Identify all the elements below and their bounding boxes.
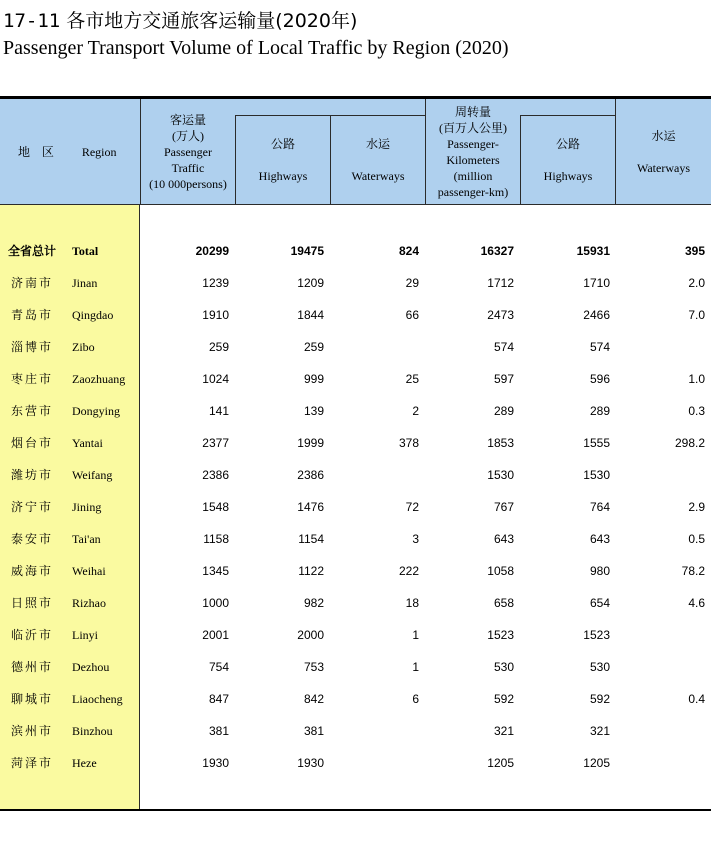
- table-title-cn: [3, 6, 357, 33]
- cell-highways: 842: [303, 692, 324, 706]
- cell-passenger-km: 574: [493, 340, 514, 354]
- region-name-en: Heze: [72, 756, 97, 770]
- cell-waterways: 824: [398, 244, 419, 258]
- region-name-cn: 菏泽市: [11, 756, 54, 770]
- cell-passenger-km: 1530: [487, 468, 514, 482]
- cell-passenger-km: 658: [493, 596, 514, 610]
- header-waterways2-cn: 水运: [651, 128, 676, 143]
- cell-passenger-km: 1205: [487, 756, 514, 770]
- header-waterways: [330, 116, 425, 204]
- cell-highways: 19475: [290, 244, 324, 258]
- table-number: 17-11: [3, 10, 61, 32]
- region-name-en: Qingdao: [72, 308, 114, 322]
- cell-pk-waterways: 0.5: [688, 532, 705, 546]
- cell-pk-waterways: 0.3: [688, 404, 705, 418]
- region-name-cn: 泰安市: [11, 532, 54, 546]
- header-region: [0, 99, 140, 204]
- cell-waterways: 222: [398, 564, 419, 578]
- table-row: [0, 619, 711, 651]
- cell-passenger-traffic: 20299: [195, 244, 229, 258]
- region-name-en: Zaozhuang: [72, 372, 126, 386]
- region-name-cn: 潍坊市: [11, 468, 54, 482]
- table-row: [0, 299, 711, 331]
- region-name-cn: 日照市: [11, 596, 54, 610]
- cell-passenger-km: 597: [493, 372, 514, 386]
- cell-pk-highways: 764: [589, 500, 610, 514]
- header-highways-cn: 公路: [270, 137, 295, 151]
- cell-highways: 1930: [297, 756, 324, 770]
- table-row: [0, 267, 711, 299]
- cell-passenger-traffic: 1548: [202, 500, 229, 514]
- cell-passenger-km: 530: [493, 660, 514, 674]
- cell-highways: 381: [303, 724, 324, 738]
- region-name-en: Weihai: [72, 564, 106, 578]
- cell-pk-highways: 321: [589, 724, 610, 738]
- header-passenger-traffic: [140, 99, 235, 204]
- region-name-cn: 威海市: [11, 564, 54, 578]
- cell-passenger-km: 16327: [480, 244, 514, 258]
- cell-passenger-traffic: 2001: [202, 628, 229, 642]
- cell-pk-highways: 980: [589, 564, 610, 578]
- region-name-cn: 东营市: [11, 404, 54, 418]
- cell-highways: 2386: [297, 468, 324, 482]
- region-name-cn: 德州市: [11, 660, 54, 674]
- cell-passenger-km: 2473: [487, 308, 514, 322]
- cell-highways: 1476: [297, 500, 324, 514]
- region-name-cn: 枣庄市: [11, 372, 54, 386]
- cell-highways: 982: [303, 596, 324, 610]
- cell-waterways: 72: [405, 500, 419, 514]
- cell-pk-highways: 1710: [583, 276, 610, 290]
- cell-pk-highways: 592: [589, 692, 610, 706]
- header-region-cn: 地 区: [18, 144, 58, 159]
- table-row: [0, 331, 711, 363]
- header-waterways2-en: Waterways: [636, 160, 690, 175]
- cell-waterways: 1: [412, 628, 419, 642]
- cell-passenger-traffic: 1158: [203, 532, 229, 546]
- region-name-cn: 烟台市: [11, 436, 54, 450]
- cell-waterways: 18: [405, 596, 419, 610]
- cell-pk-highways: 530: [589, 660, 610, 674]
- region-name-en: Jinan: [72, 276, 98, 290]
- header-traffic-unit-cn: (万人): [172, 128, 204, 143]
- region-name-en: Total: [72, 244, 99, 258]
- table-row: [0, 587, 711, 619]
- cell-pk-highways: 2466: [583, 308, 610, 322]
- header-highways2-cn: 公路: [555, 137, 580, 151]
- table-row: [0, 459, 711, 491]
- cell-pk-waterways: 298.2: [674, 436, 705, 450]
- cell-waterways: 25: [405, 372, 419, 386]
- header-waterways-2: [615, 99, 711, 204]
- header-pk-unit-cn: (百万人公里): [439, 120, 507, 135]
- region-name-en: Weifang: [72, 468, 113, 482]
- table-header: [0, 99, 711, 204]
- cell-pk-highways: 574: [589, 340, 610, 354]
- cell-highways: 1844: [297, 308, 324, 322]
- cell-passenger-km: 767: [493, 500, 514, 514]
- cell-passenger-km: 643: [493, 532, 514, 546]
- table-row: [0, 683, 711, 715]
- cell-pk-waterways: 2.0: [688, 276, 705, 290]
- cell-highways: 259: [303, 340, 324, 354]
- region-name-en: Yantai: [72, 436, 103, 450]
- region-name-cn: 全省总计: [8, 244, 57, 258]
- table-row: [0, 491, 711, 523]
- header-traffic-cn: 客运量: [169, 112, 206, 127]
- region-name-cn: 济宁市: [11, 500, 54, 514]
- table-row: [0, 395, 711, 427]
- cell-passenger-km: 1712: [487, 276, 514, 290]
- cell-pk-waterways: 0.4: [688, 692, 705, 706]
- header-waterways-cn: 水运: [365, 137, 390, 151]
- cell-waterways: 1: [412, 660, 419, 674]
- cell-pk-waterways: 2.9: [688, 500, 705, 514]
- cell-waterways: 66: [405, 308, 419, 322]
- region-name-cn: 济南市: [11, 276, 54, 290]
- cell-waterways: 6: [412, 692, 419, 706]
- cell-passenger-traffic: 2377: [202, 436, 229, 450]
- header-pk-en: Passenger-Kilometers: [446, 136, 500, 167]
- cell-waterways: 3: [412, 532, 419, 546]
- header-waterways-en: Waterways: [351, 169, 405, 183]
- cell-passenger-km: 592: [493, 692, 514, 706]
- cell-passenger-traffic: 1239: [202, 276, 229, 290]
- cell-waterways: 2: [412, 404, 419, 418]
- cell-highways: 999: [303, 372, 324, 386]
- table-row: [0, 715, 711, 747]
- header-traffic-en: Passenger Traffic: [164, 144, 212, 175]
- region-name-cn: 滨州市: [11, 724, 54, 738]
- region-name-cn: 聊城市: [11, 692, 54, 706]
- table-title-en: Passenger Transport Volume of Local Traffic by Region (2020): [3, 37, 509, 59]
- region-name-en: Rizhao: [72, 596, 106, 610]
- cell-highways: 1209: [297, 276, 324, 290]
- cell-passenger-traffic: 2386: [202, 468, 229, 482]
- cell-waterways: 378: [398, 436, 419, 450]
- table-bottom-rule: [0, 809, 711, 811]
- cell-passenger-traffic: 1000: [202, 596, 229, 610]
- header-region-en: Region: [81, 144, 117, 159]
- cell-pk-highways: 1205: [583, 756, 610, 770]
- data-table: [0, 96, 711, 812]
- cell-highways: 1999: [297, 436, 324, 450]
- cell-highways: 139: [303, 404, 324, 418]
- table-row: [0, 651, 711, 683]
- cell-passenger-km: 1058: [487, 564, 514, 578]
- header-passenger-km: [425, 99, 520, 204]
- region-name-cn: 淄博市: [11, 340, 54, 354]
- cell-pk-highways: 15931: [576, 244, 610, 258]
- region-name-cn: 青岛市: [11, 308, 54, 322]
- header-pk-unit-en: (million passenger-km): [437, 168, 509, 199]
- cell-highways: 1154: [298, 532, 324, 546]
- table-row: [0, 523, 711, 555]
- cell-pk-highways: 1523: [583, 628, 610, 642]
- region-name-cn: 临沂市: [11, 628, 54, 642]
- cell-passenger-traffic: 141: [208, 404, 229, 418]
- table-row: [0, 747, 711, 779]
- region-name-en: Tai'an: [72, 532, 101, 546]
- cell-passenger-km: 289: [493, 404, 514, 418]
- cell-passenger-km: 1523: [487, 628, 514, 642]
- table-title-cn-text: 各市地方交通旅客运输量(2020年): [66, 10, 358, 32]
- cell-passenger-km: 1853: [487, 436, 514, 450]
- cell-highways: 1122: [298, 564, 324, 578]
- cell-pk-highways: 643: [589, 532, 610, 546]
- cell-pk-highways: 289: [589, 404, 610, 418]
- region-name-en: Liaocheng: [72, 692, 123, 706]
- cell-pk-waterways: 78.2: [681, 564, 705, 578]
- cell-pk-highways: 1555: [583, 436, 610, 450]
- cell-passenger-traffic: 754: [208, 660, 229, 674]
- cell-pk-highways: 596: [589, 372, 610, 386]
- table-row: [0, 555, 711, 587]
- region-name-en: Linyi: [72, 628, 98, 642]
- cell-highways: 2000: [297, 628, 324, 642]
- region-name-en: Jining: [72, 500, 102, 514]
- table-row-total: [0, 235, 711, 267]
- region-name-en: Binzhou: [72, 724, 113, 738]
- header-pk-cn: 周转量: [454, 104, 491, 119]
- cell-passenger-traffic: 1345: [202, 564, 229, 578]
- cell-pk-highways: 654: [589, 596, 610, 610]
- header-traffic-unit-en: (10 000persons): [149, 176, 227, 191]
- header-highways-en: Highways: [258, 169, 308, 183]
- cell-passenger-traffic: 1910: [202, 308, 229, 322]
- header-highways-2: [520, 116, 615, 204]
- cell-passenger-traffic: 1930: [202, 756, 229, 770]
- cell-pk-waterways: 395: [684, 244, 705, 258]
- cell-pk-waterways: 1.0: [688, 372, 705, 386]
- header-highways: [235, 116, 330, 204]
- cell-passenger-traffic: 1024: [202, 372, 229, 386]
- region-name-en: Zibo: [72, 340, 95, 354]
- cell-passenger-km: 321: [493, 724, 514, 738]
- table-row: [0, 363, 711, 395]
- cell-highways: 753: [303, 660, 324, 674]
- region-name-en: Dezhou: [72, 660, 110, 674]
- cell-passenger-traffic: 259: [208, 340, 229, 354]
- cell-pk-waterways: 7.0: [688, 308, 705, 322]
- region-name-en: Dongying: [72, 404, 120, 418]
- table-row: [0, 427, 711, 459]
- cell-passenger-traffic: 381: [208, 724, 229, 738]
- cell-pk-highways: 1530: [583, 468, 610, 482]
- cell-passenger-traffic: 847: [208, 692, 229, 706]
- cell-pk-waterways: 4.6: [688, 596, 705, 610]
- cell-waterways: 29: [405, 276, 419, 290]
- header-highways2-en: Highways: [543, 169, 593, 183]
